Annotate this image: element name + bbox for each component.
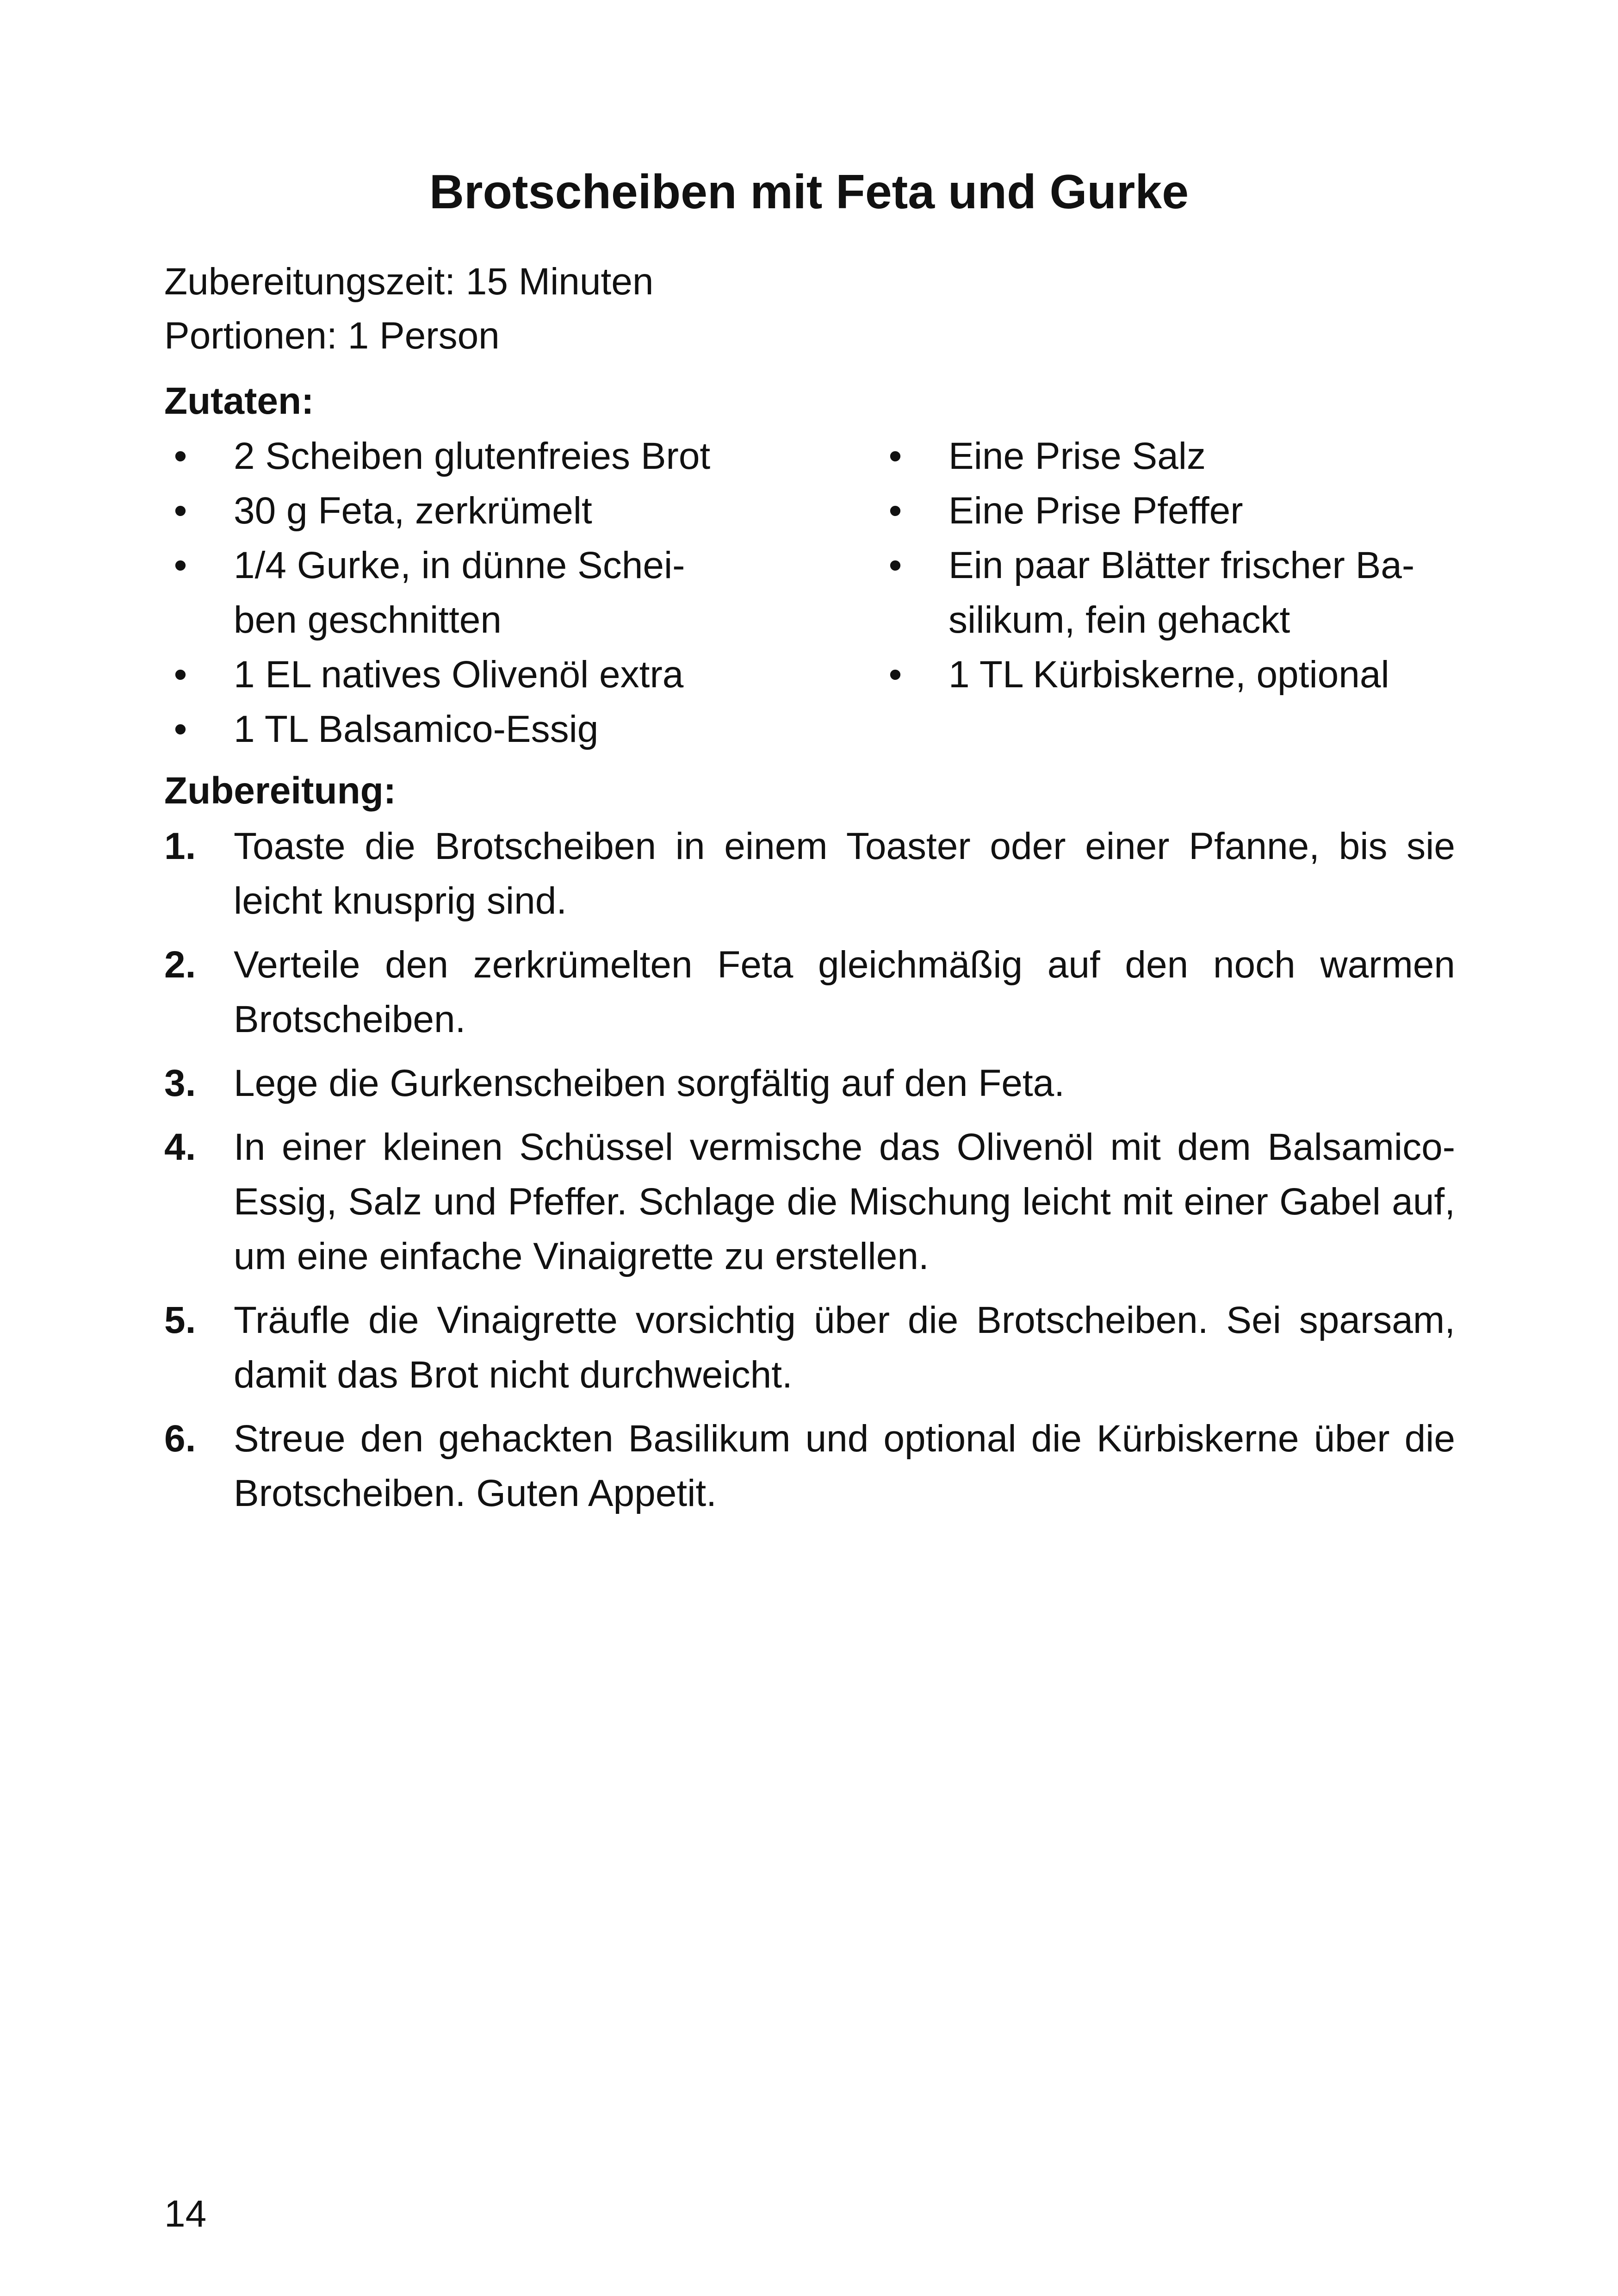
list-item xyxy=(164,1293,1455,1402)
ingredient-text: Ein paar Blätter frischer Ba- silikum, fein gehackt xyxy=(948,544,1415,641)
list-item xyxy=(164,819,1455,928)
list-item xyxy=(164,1412,1455,1521)
list-item xyxy=(164,1056,1455,1111)
prep-time: Zubereitungszeit: 15 Minuten xyxy=(164,261,654,303)
recipe-title: Brotscheiben mit Feta und Gurke xyxy=(429,165,1189,219)
step-number: 6. xyxy=(164,1418,196,1460)
list-item xyxy=(164,484,812,538)
step-text: Träufle die Vinaigrette vorsichtig über die Brotscheiben. Sei sparsam, damit das Brot nicht durchweicht. xyxy=(234,1299,1455,1396)
list-item xyxy=(879,429,1481,484)
step-number: 5. xyxy=(164,1299,196,1341)
bullet-icon: • xyxy=(174,544,187,586)
ingredient-text: 1 EL natives Olivenöl extra xyxy=(234,653,684,696)
ingredient-text: 2 Scheiben glutenfreies Brot xyxy=(234,435,711,477)
ingredient-text: Eine Prise Salz xyxy=(948,435,1206,477)
bullet-icon: • xyxy=(888,544,902,586)
ingredient-text: 30 g Feta, zerkrümelt xyxy=(234,490,592,532)
list-item xyxy=(164,429,812,484)
portions: Portionen: 1 Person xyxy=(164,315,500,357)
step-text: Lege die Gurkenscheiben sorgfältig auf den Feta. xyxy=(234,1062,1065,1104)
list-item xyxy=(164,647,812,702)
ingredients-list-right xyxy=(879,429,1481,702)
step-number: 2. xyxy=(164,944,196,986)
step-text: Streue den gehackten Basilikum und optional die Kürbiskerne über die Brotscheiben. Guten Appetit. xyxy=(234,1418,1455,1514)
preparation-steps xyxy=(164,819,1455,1530)
ingredient-text: 1 TL Kürbiskerne, optional xyxy=(948,653,1389,696)
list-item xyxy=(164,538,812,647)
bullet-icon: • xyxy=(888,435,902,477)
preparation-heading: Zubereitung: xyxy=(164,770,397,812)
list-item xyxy=(879,647,1481,702)
list-item xyxy=(879,484,1481,538)
ingredient-text: 1 TL Balsamico-Essig xyxy=(234,708,599,750)
bullet-icon: • xyxy=(174,490,187,532)
bullet-icon: • xyxy=(174,708,187,750)
ingredients-list-left xyxy=(164,429,812,757)
list-item xyxy=(164,702,812,757)
list-item xyxy=(164,938,1455,1047)
step-text: Verteile den zerkrümelten Feta gleichmäßig auf den noch warmen Brotscheiben. xyxy=(234,944,1455,1040)
ingredient-text: 1/4 Gurke, in dünne Schei- ben geschnitten xyxy=(234,544,685,641)
step-number: 3. xyxy=(164,1062,196,1104)
page-number: 14 xyxy=(164,2193,207,2235)
step-number: 4. xyxy=(164,1126,196,1168)
ingredients-heading: Zutaten: xyxy=(164,380,314,422)
bullet-icon: • xyxy=(888,653,902,696)
bullet-icon: • xyxy=(174,435,187,477)
step-text: Toaste die Brotscheiben in einem Toaster oder einer Pfanne, bis sie leicht knusprig sind. xyxy=(234,825,1455,922)
list-item xyxy=(164,1120,1455,1284)
bullet-icon: • xyxy=(174,653,187,696)
list-item xyxy=(879,538,1481,647)
step-text: In einer kleinen Schüssel vermische das Olivenöl mit dem Balsamico-Essig, Salz und Pfeffer. Schlage die Mischung leicht mit einer Gabel auf, um eine einfache Vinaigrette zu erstellen. xyxy=(234,1126,1455,1277)
step-number: 1. xyxy=(164,825,196,867)
bullet-icon: • xyxy=(888,490,902,532)
ingredient-text: Eine Prise Pfeffer xyxy=(948,490,1243,532)
